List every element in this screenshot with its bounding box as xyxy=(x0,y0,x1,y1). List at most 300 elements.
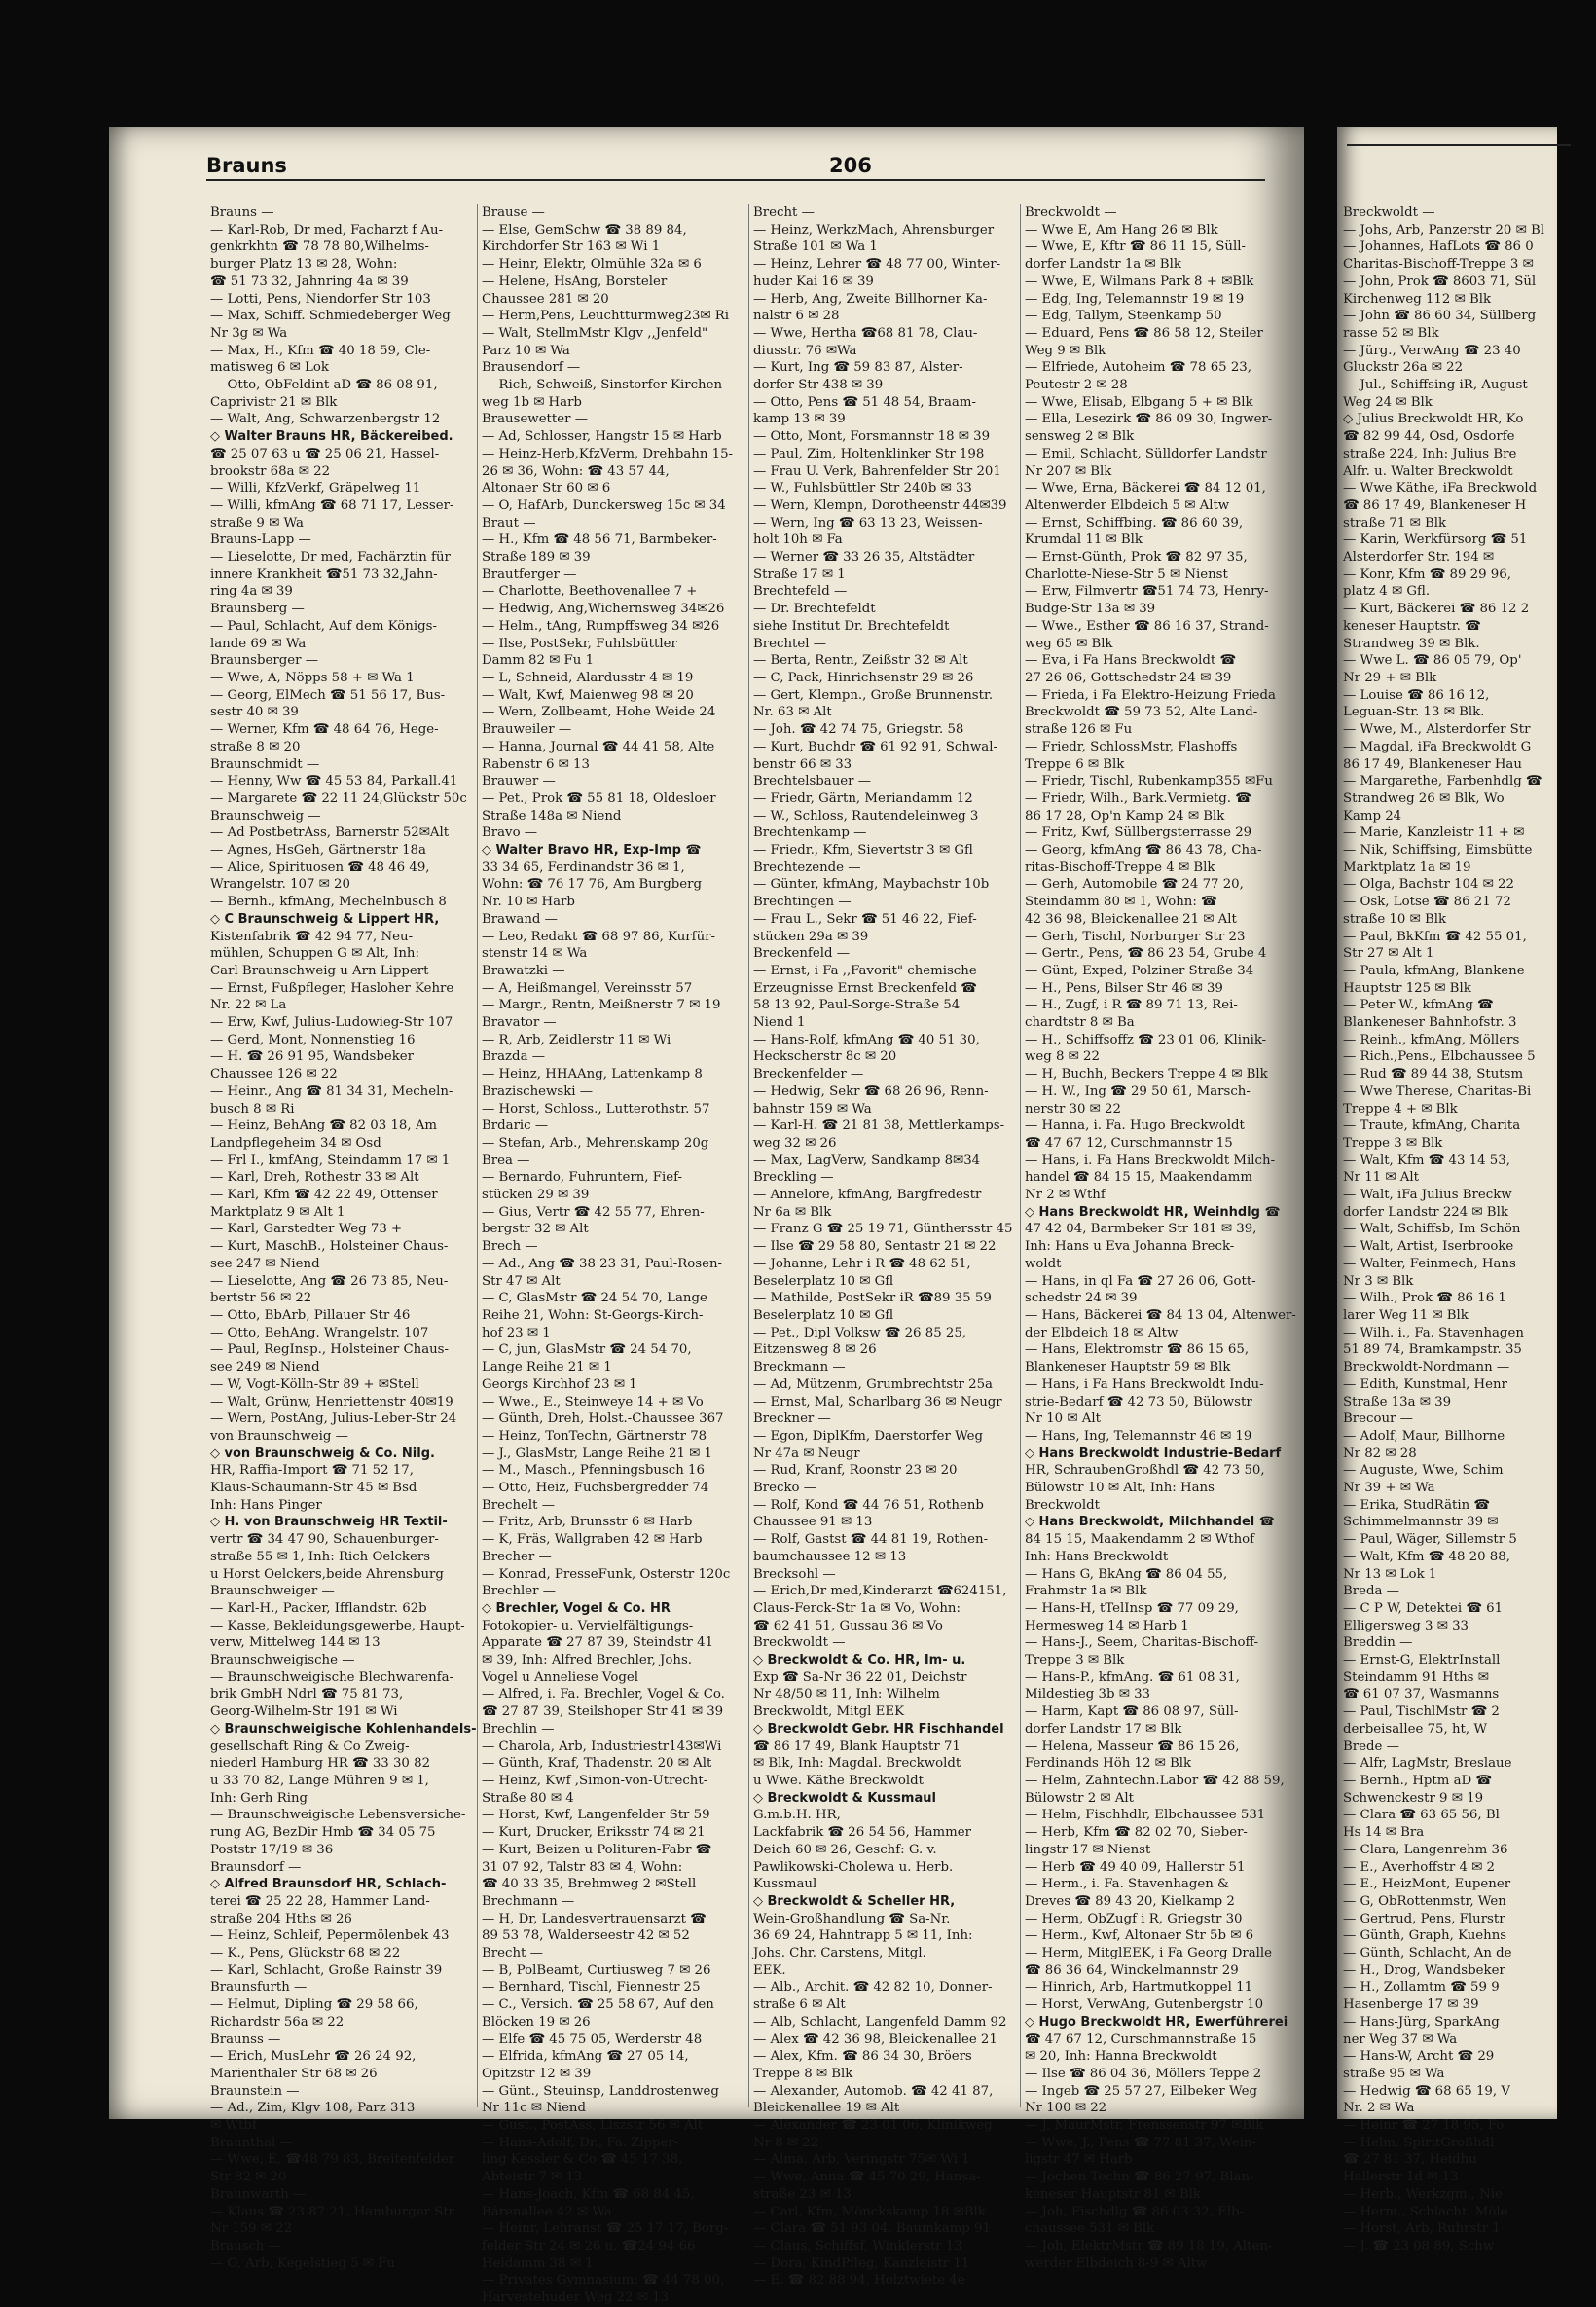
directory-entry: straße 10 ✉ Blk xyxy=(1343,911,1447,927)
directory-entry: Breckwoldt xyxy=(1025,1497,1100,1513)
directory-entry: — Marie, Kanzleistr 11 + ✉ xyxy=(1343,825,1525,841)
directory-entry: — Charlotte, Beethovenallee 7 + xyxy=(482,584,698,600)
directory-entry: Straße 189 ✉ 39 xyxy=(482,550,591,566)
directory-entry: — Günt., Steuinsp, Landdrostenweg xyxy=(482,2083,719,2099)
directory-entry: — Helm, Fischhdlr, Elbchaussee 531 xyxy=(1025,1808,1266,1823)
column-2 xyxy=(482,204,744,2306)
directory-entry: Klaus-Schaumann-Str 45 ✉ Bsd xyxy=(210,1481,417,1496)
surname-heading: Braunschmidt — xyxy=(210,756,320,772)
directory-entry: — Alb, Schlacht, Langenfeld Damm 92 xyxy=(753,2014,1007,2030)
directory-entry: — Karl-Rob, Dr med, Facharzt f Au- xyxy=(210,222,444,238)
directory-entry: Carl Braunschweig u Arn Lippert xyxy=(210,963,429,978)
directory-entry: Bleickenallee 19 ✉ Alt xyxy=(753,2101,900,2116)
directory-entry: weg 8 ✉ 22 xyxy=(1025,1049,1100,1065)
directory-entry: — Frau L., Sekr ☎ 51 46 22, Fief- xyxy=(753,911,977,927)
directory-entry: — Hedwig, Sekr ☎ 68 26 96, Renn- xyxy=(753,1083,989,1099)
directory-entry: — Friedr, SchlossMstr, Flashoffs xyxy=(1025,739,1238,754)
directory-entry: — Stefan, Arb., Mehrenskamp 20g xyxy=(482,1135,709,1151)
directory-entry: handel ☎ 84 15 15, Maakendamm xyxy=(1025,1170,1252,1186)
directory-entry: — Hans-Rolf, kfmAng ☎ 40 51 30, xyxy=(753,1032,980,1047)
directory-entry: — Margarethe, Farbenhdlg ☎ xyxy=(1343,774,1542,789)
directory-entry: — W., Fuhlsbüttler Str 240b ✉ 33 xyxy=(753,481,972,496)
directory-entry: — Annelore, kfmAng, Bargfredestr xyxy=(753,1188,982,1203)
directory-entry: — Ad PostbetrAss, Barnerstr 52✉Alt xyxy=(210,825,450,841)
directory-entry: ◇ Braunschweigische Kohlenhandels- xyxy=(210,1721,477,1737)
directory-entry: — Günth, Graph, Kuehns xyxy=(1343,1928,1507,1944)
directory-entry: — Johanne, Lehr i R ☎ 48 62 51, xyxy=(753,1256,971,1271)
directory-entry: — Alfr, LagMstr, Breslaue xyxy=(1343,1756,1512,1772)
directory-entry: ◇ Julius Breckwoldt HR, Ko xyxy=(1343,412,1524,427)
directory-entry: ✉ Blk, Inh: Magdal. Breckwoldt xyxy=(753,1756,961,1772)
directory-entry: — Karl-H., Packer, Ifflandstr. 62b xyxy=(210,1600,427,1616)
directory-entry: dorfer Landstr 17 ✉ Blk xyxy=(1025,1721,1182,1737)
directory-entry: Lange Reihe 21 ✉ 1 xyxy=(482,1360,612,1375)
directory-entry: Chaussee 281 ✉ 20 xyxy=(482,291,609,307)
directory-entry: — Karin, Werkfürsorg ☎ 51 xyxy=(1343,532,1528,548)
directory-entry: Treppe 3 ✉ Blk xyxy=(1025,1653,1125,1668)
directory-entry: — Clara ☎ 51 93 04, Baumkamp 91 xyxy=(753,2221,991,2237)
directory-entry: Strandweg 39 ✉ Blk. xyxy=(1343,636,1480,651)
directory-entry: — Lieselotte, Ang ☎ 26 73 85, Neu- xyxy=(210,1273,449,1289)
directory-entry: — Bernardo, Fuhruntern, Fief- xyxy=(482,1170,683,1186)
directory-entry: Charitas-Bischoff-Treppe 3 ✉ xyxy=(1343,257,1534,273)
directory-entry: — Rolf, Kond ☎ 44 76 51, Rothenb xyxy=(753,1497,984,1513)
directory-entry: — Günth, Dreh, Holst.-Chaussee 367 xyxy=(482,1411,724,1427)
directory-entry: — Charola, Arb, Industriestr143✉Wi xyxy=(482,1739,722,1754)
directory-entry: — Wwe., Esther ☎ 86 16 37, Strand- xyxy=(1025,618,1269,634)
surname-heading: Braunstein — xyxy=(210,2083,300,2099)
directory-entry: — Friedr, Wilh., Bark.Vermietg. ☎ xyxy=(1025,790,1251,806)
directory-entry: siehe Institut Dr. Brechtefeldt xyxy=(753,618,950,634)
directory-entry: huder Kai 16 ✉ 39 xyxy=(753,274,874,289)
directory-entry: — Pet., Dipl Volksw ☎ 26 85 25, xyxy=(753,1325,967,1340)
directory-entry: keneser Hauptstr. ☎ xyxy=(1343,618,1481,634)
directory-entry: — H., Zollamtm ☎ 59 9 xyxy=(1343,1980,1500,1996)
directory-entry: straße 23 ✉ 13 xyxy=(753,2186,852,2202)
directory-entry: — Werner, Kfm ☎ 48 64 76, Hege- xyxy=(210,722,439,738)
directory-entry: Caprivistr 21 ✉ Blk xyxy=(210,394,338,410)
directory-entry: stücken 29 ✉ 39 xyxy=(482,1188,590,1203)
directory-entry: Altonaer Str 60 ✉ 6 xyxy=(482,481,611,496)
directory-entry: — Agnes, HsGeh, Gärtnerstr 18a xyxy=(210,843,426,859)
directory-entry: — Hans, Bäckerei ☎ 84 13 04, Altenwer- xyxy=(1025,1308,1296,1323)
surname-heading: Breckwoldt — xyxy=(1343,205,1435,220)
directory-entry: — Kurt, Bäckerei ☎ 86 12 2 xyxy=(1343,602,1530,617)
directory-entry: Niend 1 xyxy=(753,1015,806,1031)
directory-entry: weg 1b ✉ Harb xyxy=(482,394,582,410)
surname-heading: Brawand — xyxy=(482,911,558,927)
directory-entry: ◇ H. von Braunschweig HR Textil- xyxy=(210,1515,448,1530)
directory-entry: — Hans, in ql Fa ☎ 27 26 06, Gott- xyxy=(1025,1273,1256,1289)
directory-entry: — Privates Gymnasium: ☎ 44 78 00, xyxy=(482,2273,725,2289)
surname-heading: Breckenfeld — xyxy=(753,946,851,962)
directory-entry: — Ingeb ☎ 25 57 27, Eilbeker Weg xyxy=(1025,2083,1257,2099)
surname-heading: von Braunschweig — xyxy=(210,1428,348,1444)
directory-entry: — Max, H., Kfm ☎ 40 18 59, Cle- xyxy=(210,343,431,358)
directory-entry: — E. ☎ 82 88 94, Holztwiete 4e xyxy=(753,2273,965,2289)
directory-entry: — Wwe L. ☎ 86 05 79, Op' xyxy=(1343,653,1522,669)
directory-entry: — Lieselotte, Dr med, Fachärztin für xyxy=(210,550,451,566)
directory-entry: — Hans G, BkAng ☎ 86 04 55, xyxy=(1025,1566,1228,1582)
directory-entry: Bülowstr 10 ✉ Alt, Inh: Hans xyxy=(1025,1481,1215,1496)
directory-entry: — Ilse, PostSekr, Fuhlsbüttler xyxy=(482,636,677,651)
directory-entry: — H., Pens, Bilser Str 46 ✉ 39 xyxy=(1025,980,1223,996)
directory-entry: — Frieda, i Fa Elektro-Heizung Frieda xyxy=(1025,687,1276,703)
directory-entry: — C, GlasMstr ☎ 24 54 70, Lange xyxy=(482,1291,707,1306)
directory-entry: ☎ 27 87 39, Steilshoper Str 41 ✉ 39 xyxy=(482,1704,724,1720)
directory-entry: — Hans-W, Archt ☎ 29 xyxy=(1343,2049,1495,2065)
directory-entry: — Ilse ☎ 29 58 80, Sentastr 21 ✉ 22 xyxy=(753,1239,997,1255)
directory-entry: — O, Arb, Kegelstieg 5 ✉ Fu xyxy=(210,2255,395,2271)
directory-entry: — Jul., Schiffsing iR, August- xyxy=(1343,378,1533,393)
directory-entry: — Klaus ☎ 23 87 21, Hamburger Str xyxy=(210,2204,455,2219)
surname-heading: Brede — xyxy=(1343,1739,1399,1754)
directory-entry: Inh: Gerh Ring xyxy=(210,1790,308,1806)
directory-entry: — Alexander ☎ 23 01 06, Klinikweg xyxy=(753,2118,993,2134)
directory-entry: ◇ Breckwoldt & Kussmaul xyxy=(753,1790,936,1806)
directory-entry: — Helm., tAng, Rumpffsweg 34 ✉26 xyxy=(482,618,720,634)
directory-entry: Nr 3 ✉ Blk xyxy=(1343,1273,1414,1289)
directory-entry: lande 69 ✉ Wa xyxy=(210,636,307,651)
directory-entry: — Hans-J., Seem, Charitas-Bischoff- xyxy=(1025,1635,1259,1651)
directory-entry: 86 17 28, Op'n Kamp 24 ✉ Blk xyxy=(1025,808,1225,824)
directory-entry: — K, Fräs, Wallgraben 42 ✉ Harb xyxy=(482,1532,703,1548)
directory-entry: weg 32 ✉ 26 xyxy=(753,1135,837,1151)
directory-entry: — Clara, Langenrehm 36 xyxy=(1343,1842,1508,1857)
directory-entry: — Wwe, A, Nöpps 58 + ✉ Wa 1 xyxy=(210,670,415,685)
directory-entry: — Herm,Pens, Leuchtturmweg23✉ Ri xyxy=(482,309,730,324)
directory-entry: — Horst, Schloss., Lutterothstr. 57 xyxy=(482,1101,710,1117)
surname-heading: Brawatzki — xyxy=(482,963,565,978)
directory-entry: Straße 17 ✉ 1 xyxy=(753,567,846,582)
surname-heading: Breckner — xyxy=(753,1411,831,1427)
directory-entry: — Karl-H. ☎ 21 81 38, Mettlerkamps- xyxy=(753,1118,1005,1134)
next-page-header-rule xyxy=(1347,144,1571,146)
directory-entry: — Herm., Schlacht, Möle xyxy=(1343,2204,1508,2219)
surname-heading: Braunsfurth — xyxy=(210,1980,308,1996)
directory-entry: Blankeneser Hauptstr 59 ✉ Blk xyxy=(1025,1360,1231,1375)
directory-entry: — Gertrud, Pens, Flurstr xyxy=(1343,1911,1505,1926)
directory-entry: Ferdinands Höh 12 ✉ Blk xyxy=(1025,1756,1192,1772)
directory-entry: ✉ Wtbf xyxy=(210,2118,257,2134)
surname-heading: Brechlin — xyxy=(482,1721,555,1737)
directory-entry: Krumdal 11 ✉ Blk xyxy=(1025,532,1143,548)
directory-entry: lingstr 17 ✉ Nienst xyxy=(1025,1842,1151,1857)
directory-entry: — Clara ☎ 63 65 56, Bl xyxy=(1343,1808,1500,1823)
directory-entry: — Horst, VerwAng, Gutenbergstr 10 xyxy=(1025,1997,1264,2013)
directory-entry: busch 8 ✉ Ri xyxy=(210,1101,295,1117)
directory-entry: kamp 13 ✉ 39 xyxy=(753,412,846,427)
directory-entry: — Kasse, Bekleidungsgewerbe, Haupt- xyxy=(210,1618,465,1633)
directory-entry: — H, Buchh, Beckers Treppe 4 ✉ Blk xyxy=(1025,1067,1268,1082)
directory-entry: — Otto, ObFeldint aD ☎ 86 08 91, xyxy=(210,378,438,393)
directory-entry: — Herb, Kfm ☎ 82 02 70, Sieber- xyxy=(1025,1825,1248,1841)
directory-entry: straße 224, Inh: Julius Bre xyxy=(1343,446,1517,461)
directory-entry: — Heinr, Lehranst ☎ 25 17 17, Borg- xyxy=(482,2221,729,2237)
directory-entry: — Helmut, Dipling ☎ 29 58 66, xyxy=(210,1997,418,2013)
directory-entry: Harvestehuder Weg 22 ✉ 13 xyxy=(482,2290,670,2306)
directory-entry: Georgs Kirchhof 23 ✉ 1 xyxy=(482,1376,637,1392)
directory-entry: — A, Heißmangel, Vereinsstr 57 xyxy=(482,980,693,996)
directory-entry: Nr 29 + ✉ Blk xyxy=(1343,670,1437,685)
surname-heading: Brechelt — xyxy=(482,1497,555,1513)
directory-entry: — Kurt, Buchdr ☎ 61 92 91, Schwal- xyxy=(753,739,998,754)
directory-entry: — Heinz-Herb,KfzVerm, Drehbahn 15- xyxy=(482,446,734,461)
directory-entry: — Wwe, Hertha ☎68 81 78, Clau- xyxy=(753,325,978,341)
column-1 xyxy=(210,204,477,2271)
directory-entry: — Paul, BkKfm ☎ 42 55 01, xyxy=(1343,929,1527,944)
directory-entry: — Fritz, Arb, Brunsstr 6 ✉ Harb xyxy=(482,1515,693,1530)
directory-entry: dorfer Landstr 224 ✉ Blk xyxy=(1343,1204,1508,1220)
directory-entry: ☎ 51 73 32, Jahnring 4a ✉ 39 xyxy=(210,274,409,289)
directory-entry: Damm 82 ✉ Fu 1 xyxy=(482,653,595,669)
surname-heading: Breddin — xyxy=(1343,1635,1413,1651)
directory-entry: ◇ Walter Brauns HR, Bäckereibed. xyxy=(210,429,453,445)
directory-entry: Hauptstr 125 ✉ Blk xyxy=(1343,980,1471,996)
directory-entry: Erzeugnisse Ernst Breckenfeld ☎ xyxy=(753,980,977,996)
directory-entry: ☎ 61 07 37, Wasmanns xyxy=(1343,1687,1500,1703)
surname-heading: Breckenfelder — xyxy=(753,1067,864,1082)
directory-entry: Nr. 2 ✉ Wa xyxy=(1343,2101,1415,2116)
surname-heading: Brechtel — xyxy=(753,636,826,651)
directory-entry: — C, Pack, Hinrichsenstr 29 ✉ 26 xyxy=(753,670,974,685)
directory-entry: u 33 70 82, Lange Mühren 9 ✉ 1, xyxy=(210,1773,429,1788)
directory-entry: ner Weg 37 ✉ Wa xyxy=(1343,2032,1458,2047)
surname-heading: Brauweiler — xyxy=(482,722,572,738)
directory-entry: — Walt, Ang, Schwarzenbergstr 12 xyxy=(210,412,441,427)
directory-entry: Nr 159 ✉ 22 xyxy=(210,2221,293,2237)
directory-entry: Str 82 ✉ 20 xyxy=(210,2170,287,2185)
directory-entry: ✉ 20, Inh: Hanna Breckwoldt xyxy=(1025,2049,1217,2065)
directory-entry: Nr 3g ✉ Wa xyxy=(210,325,288,341)
directory-entry: Straße 13a ✉ 39 xyxy=(1343,1394,1452,1410)
directory-entry: ✉ 39, Inh: Alfred Brechler, Johs. xyxy=(482,1653,692,1668)
directory-entry: — Hans, i Fa Hans Breckwoldt Indu- xyxy=(1025,1376,1264,1392)
directory-entry: innere Krankheit ☎51 73 32,Jahn- xyxy=(210,567,438,582)
directory-entry: nalstr 6 ✉ 28 xyxy=(753,309,840,324)
directory-entry: — Elfe ☎ 45 75 05, Werderstr 48 xyxy=(482,2032,703,2047)
directory-entry: see 249 ✉ Niend xyxy=(210,1360,320,1375)
directory-entry: — M., Masch., Pfenningsbusch 16 xyxy=(482,1463,705,1479)
surname-heading: Breda — xyxy=(1343,1584,1399,1599)
directory-entry: stenstr 14 ✉ Wa xyxy=(482,946,588,962)
directory-entry: ☎ 25 07 63 u ☎ 25 06 21, Hassel- xyxy=(210,446,440,461)
directory-entry: — Hans-Joach, Kfm ☎ 68 84 45, xyxy=(482,2186,695,2202)
directory-entry: — Paul, Zim, Holtenklinker Str 198 xyxy=(753,446,985,461)
directory-entry: — Wwe, M., Alsterdorfer Str xyxy=(1343,722,1531,738)
directory-entry: Schimmelmannstr 39 ✉ xyxy=(1343,1515,1499,1530)
directory-entry: G.m.b.H. HR, xyxy=(753,1808,841,1823)
directory-entry: Bülowstr 2 ✉ Alt xyxy=(1025,1790,1134,1806)
directory-entry: 33 34 65, Ferdinandstr 36 ✉ 1, xyxy=(482,860,685,875)
surname-heading: Brausch — xyxy=(210,2238,281,2253)
directory-entry: Bärenallee 42 ✉ Wa xyxy=(482,2204,612,2219)
surname-heading: Brause — xyxy=(482,205,545,220)
next-page-column xyxy=(1343,204,1596,2255)
surname-heading: Braut — xyxy=(482,515,536,531)
directory-entry: — Rolf, Gastst ☎ 44 81 19, Rothen- xyxy=(753,1532,989,1548)
directory-entry: Steindamm 91 Hths ✉ xyxy=(1343,1669,1489,1685)
directory-entry: — Traute, kfmAng, Charita xyxy=(1343,1118,1521,1134)
directory-entry: — Emil, Schlacht, Sülldorfer Landstr xyxy=(1025,446,1267,461)
directory-entry: — Walt, Kwf, Maienweg 98 ✉ 20 xyxy=(482,687,694,703)
directory-entry: 26 ✉ 36, Wohn: ☎ 43 57 44, xyxy=(482,463,670,479)
directory-entry: Kistenfabrik ☎ 42 94 77, Neu- xyxy=(210,929,414,944)
directory-entry: — Alb., Archit. ☎ 42 82 10, Donner- xyxy=(753,1980,993,1996)
directory-entry: — Heinr, Elektr, Olmühle 32a ✉ 6 xyxy=(482,257,702,273)
directory-entry: Nr 11 ✉ Alt xyxy=(1343,1170,1419,1186)
directory-entry: matisweg 6 ✉ Lok xyxy=(210,360,329,376)
directory-entry: Kirchdorfer Str 163 ✉ Wi 1 xyxy=(482,239,661,255)
directory-entry: — Elfriede, Autoheim ☎ 78 65 23, xyxy=(1025,360,1251,376)
surname-heading: Braunwarth — xyxy=(210,2186,307,2202)
directory-entry: chardtstr 8 ✉ Ba xyxy=(1025,1015,1135,1031)
directory-entry: Marktplatz 9 ✉ Alt 1 xyxy=(210,1204,345,1220)
directory-entry: gesellschaft Ring & Co Zweig- xyxy=(210,1739,410,1754)
directory-entry: chaussee 531 ✉ Blk xyxy=(1025,2221,1155,2237)
directory-entry: — Otto, Heiz, Fuchsbergredder 74 xyxy=(482,1481,709,1496)
directory-entry: Rabenstr 6 ✉ 13 xyxy=(482,756,590,772)
directory-entry: — Rich, Schweiß, Sinstorfer Kirchen- xyxy=(482,378,727,393)
directory-entry: — Johs, Arb, Panzerstr 20 ✉ Bl xyxy=(1343,222,1544,238)
directory-entry: — Hans-P., kfmAng. ☎ 61 08 31, xyxy=(1025,1669,1240,1685)
directory-entry: bertstr 56 ✉ 22 xyxy=(210,1291,312,1306)
directory-entry: — Karl, Schlacht, Große Rainstr 39 xyxy=(210,1962,443,1978)
directory-page xyxy=(109,127,1304,2306)
directory-entry: straße 8 ✉ 20 xyxy=(210,739,301,754)
directory-entry: — Johannes, HafLots ☎ 86 0 xyxy=(1343,239,1534,255)
directory-entry: Nr. 22 ✉ La xyxy=(210,998,287,1013)
directory-entry: rung AG, BezDir Hmb ☎ 34 05 75 xyxy=(210,1825,436,1841)
directory-entry: ritas-Bischoff-Treppe 4 ✉ Blk xyxy=(1025,860,1215,875)
directory-entry: holt 10h ✉ Fa xyxy=(753,532,843,548)
directory-entry: ring 4a ✉ 39 xyxy=(210,584,293,600)
directory-entry: — K., Pens, Glückstr 68 ✉ 22 xyxy=(210,1946,401,1961)
directory-entry: — Frl I., kmfAng, Steindamm 17 ✉ 1 xyxy=(210,1153,451,1168)
directory-entry: — B, PolBeamt, Curtiusweg 7 ✉ 26 xyxy=(482,1962,711,1978)
directory-entry: Altenwerder Elbdeich 5 ✉ Altw xyxy=(1025,497,1230,513)
directory-entry: HR, SchraubenGroßhdl ☎ 42 73 50, xyxy=(1025,1463,1265,1479)
directory-entry: — Otto, BehAng. Wrangelstr. 107 xyxy=(210,1325,429,1340)
directory-entry: straße 204 Hths ✉ 26 xyxy=(210,1911,352,1926)
directory-entry: Blöcken 19 ✉ 26 xyxy=(482,2014,591,2030)
directory-entry: — Claus, Schiffsf, Winklerstr 13 xyxy=(753,2238,962,2253)
directory-entry: — Egon, DiplKfm, Daerstorfer Weg xyxy=(753,1428,984,1444)
directory-entry: — Heinz, Kwf ,Simon-von-Utrecht- xyxy=(482,1773,708,1788)
directory-entry: — H. W., Ing ☎ 29 50 61, Marsch- xyxy=(1025,1083,1251,1099)
directory-entry: ◇ Hugo Breckwoldt HR, Ewerführerei xyxy=(1025,2014,1288,2030)
directory-entry: Frahmstr 1a ✉ Blk xyxy=(1025,1584,1147,1599)
surname-heading: Breckwoldt — xyxy=(1025,205,1117,220)
directory-entry: — Helm, Zahntechn.Labor ☎ 42 88 59, xyxy=(1025,1773,1285,1788)
directory-entry: — Ad., Zim, Klgv 108, Parz 313 xyxy=(210,2101,416,2116)
directory-entry: — Alice, Spirituosen ☎ 48 46 49, xyxy=(210,860,430,875)
column-4 xyxy=(1025,204,1296,2271)
directory-entry: sensweg 2 ✉ Blk xyxy=(1025,429,1135,445)
directory-entry: — Heinz, WerkzMach, Ahrensburger xyxy=(753,222,995,238)
directory-entry: — Joh, Fischdlg ☎ 86 03 32, Elb- xyxy=(1025,2204,1245,2219)
directory-entry: Straße 101 ✉ Wa 1 xyxy=(753,239,878,255)
directory-entry: Steindamm 80 ✉ 1, Wohn: ☎ xyxy=(1025,895,1217,910)
directory-entry: ◇ Breckwoldt & Co. HR, Im- u. xyxy=(753,1653,966,1668)
directory-entry: Opitzstr 12 ✉ 39 xyxy=(482,2066,592,2081)
directory-entry: — Herm., i. Fa. Stavenhagen & xyxy=(1025,1877,1229,1892)
directory-entry: larer Weg 11 ✉ Blk xyxy=(1343,1308,1469,1323)
directory-entry: — Bernh., Hptm aD ☎ xyxy=(1343,1773,1492,1788)
directory-entry: — Hans, i. Fa Hans Breckwoldt Milch- xyxy=(1025,1153,1276,1168)
directory-entry: weg 65 ✉ Blk xyxy=(1025,636,1113,651)
directory-entry: genkrkhtn ☎ 78 78 80,Wilhelms- xyxy=(210,239,429,255)
directory-entry: Hasenberge 17 ✉ 39 xyxy=(1343,1997,1479,2013)
directory-entry: — Max, LagVerw, Sandkamp 8✉34 xyxy=(753,1153,981,1168)
page-header xyxy=(206,154,1265,181)
directory-entry: — Ernst, Fußpfleger, Hasloher Kehre xyxy=(210,980,454,996)
directory-entry: — Franz G ☎ 25 19 71, Günthersstr 45 xyxy=(753,1222,1013,1237)
directory-entry: ☎ 86 17 49, Blankeneser H xyxy=(1343,497,1527,513)
directory-entry: — Erich, MusLehr ☎ 26 24 92, xyxy=(210,2049,417,2065)
directory-entry: — Erich,Dr med,Kinderarzt ☎624151, xyxy=(753,1584,1007,1599)
directory-entry: Nr 48/50 ✉ 11, Inh: Wilhelm xyxy=(753,1687,940,1703)
directory-entry: — Kurt, Ing ☎ 59 83 87, Alster- xyxy=(753,360,963,376)
directory-entry: Charlotte-Niese-Str 5 ✉ Nienst xyxy=(1025,567,1228,582)
directory-entry: nerstr 30 ✉ 22 xyxy=(1025,1101,1121,1117)
directory-entry: baumchaussee 12 ✉ 13 xyxy=(753,1549,907,1564)
directory-entry: Nr 39 + ✉ Wa xyxy=(1343,1481,1435,1496)
directory-entry: — Otto, Pens ☎ 51 48 54, Braam- xyxy=(753,394,976,410)
directory-entry: — Gius, Vertr ☎ 42 55 77, Ehren- xyxy=(482,1204,705,1220)
directory-entry: — John, Prok ☎ 8603 71, Sül xyxy=(1343,274,1537,289)
directory-entry: woldt xyxy=(1025,1256,1062,1271)
directory-entry: Breckwoldt ☎ 59 73 52, Alte Land- xyxy=(1025,705,1258,720)
directory-entry: — Ad., Ang ☎ 38 23 31, Paul-Rosen- xyxy=(482,1256,723,1271)
directory-entry: rasse 52 ✉ Blk xyxy=(1343,325,1439,341)
directory-entry: — Rud ☎ 89 44 38, Stutsm xyxy=(1343,1067,1524,1082)
directory-entry: — Olga, Bachstr 104 ✉ 22 xyxy=(1343,877,1514,893)
directory-entry: — Wwe, E, Wilmans Park 8 + ✉Blk xyxy=(1025,274,1254,289)
directory-entry: — Jochen Techn ☎ 86 27 97, Blan- xyxy=(1025,2170,1254,2185)
directory-entry: ◇ von Braunschweig & Co. Nilg. xyxy=(210,1446,435,1461)
directory-entry: Landpflegeheim 34 ✉ Osd xyxy=(210,1135,381,1151)
directory-entry: — Otto, BbArb, Pillauer Str 46 xyxy=(210,1308,411,1323)
directory-entry: ☎ 86 17 49, Blank Hauptstr 71 xyxy=(753,1739,961,1754)
directory-entry: — Helena, Masseur ☎ 86 15 26, xyxy=(1025,1739,1240,1754)
directory-entry: — Erw, Kwf, Julius-Ludowieg-Str 107 xyxy=(210,1015,453,1031)
directory-entry: HR, Raffia-Import ☎ 71 52 17, xyxy=(210,1463,414,1479)
directory-entry: u Wwe. Käthe Breckwoldt xyxy=(753,1773,925,1788)
directory-entry: platz 4 ✉ Gfl. xyxy=(1343,584,1431,600)
directory-entry: ◇ Brechler, Vogel & Co. HR xyxy=(482,1600,671,1616)
directory-entry: — E., HeizMont, Eupener xyxy=(1343,1877,1511,1892)
directory-entry: — L, Schneid, Alardusstr 4 ✉ 19 xyxy=(482,670,694,685)
directory-entry: — Wern, PostAng, Julius-Leber-Str 24 xyxy=(210,1411,457,1427)
directory-entry: ◇ Breckwoldt Gebr. HR Fischhandel xyxy=(753,1721,1004,1737)
directory-entry: — Wern, Zollbeamt, Hohe Weide 24 xyxy=(482,705,716,720)
directory-entry: Dreves ☎ 89 43 20, Kielkamp 2 xyxy=(1025,1893,1235,1909)
directory-entry: verw, Mittelweg 144 ✉ 13 xyxy=(210,1635,381,1651)
directory-entry: — Herm., Kwf, Altonaer Str 5b ✉ 6 xyxy=(1025,1928,1254,1944)
directory-entry: straße 126 ✉ Fu xyxy=(1025,722,1133,738)
directory-entry: stücken 29a ✉ 39 xyxy=(753,929,869,944)
directory-entry: — Ernst-G, ElektrInstall xyxy=(1343,1653,1501,1668)
directory-entry: ☎ 47 67 12, Curschmannstraße 15 xyxy=(1025,2032,1257,2047)
directory-entry: — Braunschweigische Blechwarenfa- xyxy=(210,1669,454,1685)
surname-heading: Braunschweig — xyxy=(210,808,321,824)
directory-entry: Nr 6a ✉ Blk xyxy=(753,1204,832,1220)
directory-entry: — Karl, Kfm ☎ 42 22 49, Ottenser xyxy=(210,1188,438,1203)
directory-entry: — Alex ☎ 42 36 98, Bleickenallee 21 xyxy=(753,2032,998,2047)
directory-entry: ☎ 86 36 64, Winckelmannstr 29 xyxy=(1025,1962,1239,1978)
directory-entry: keneser Hauptstr 81 ✉ Blk xyxy=(1025,2186,1201,2202)
